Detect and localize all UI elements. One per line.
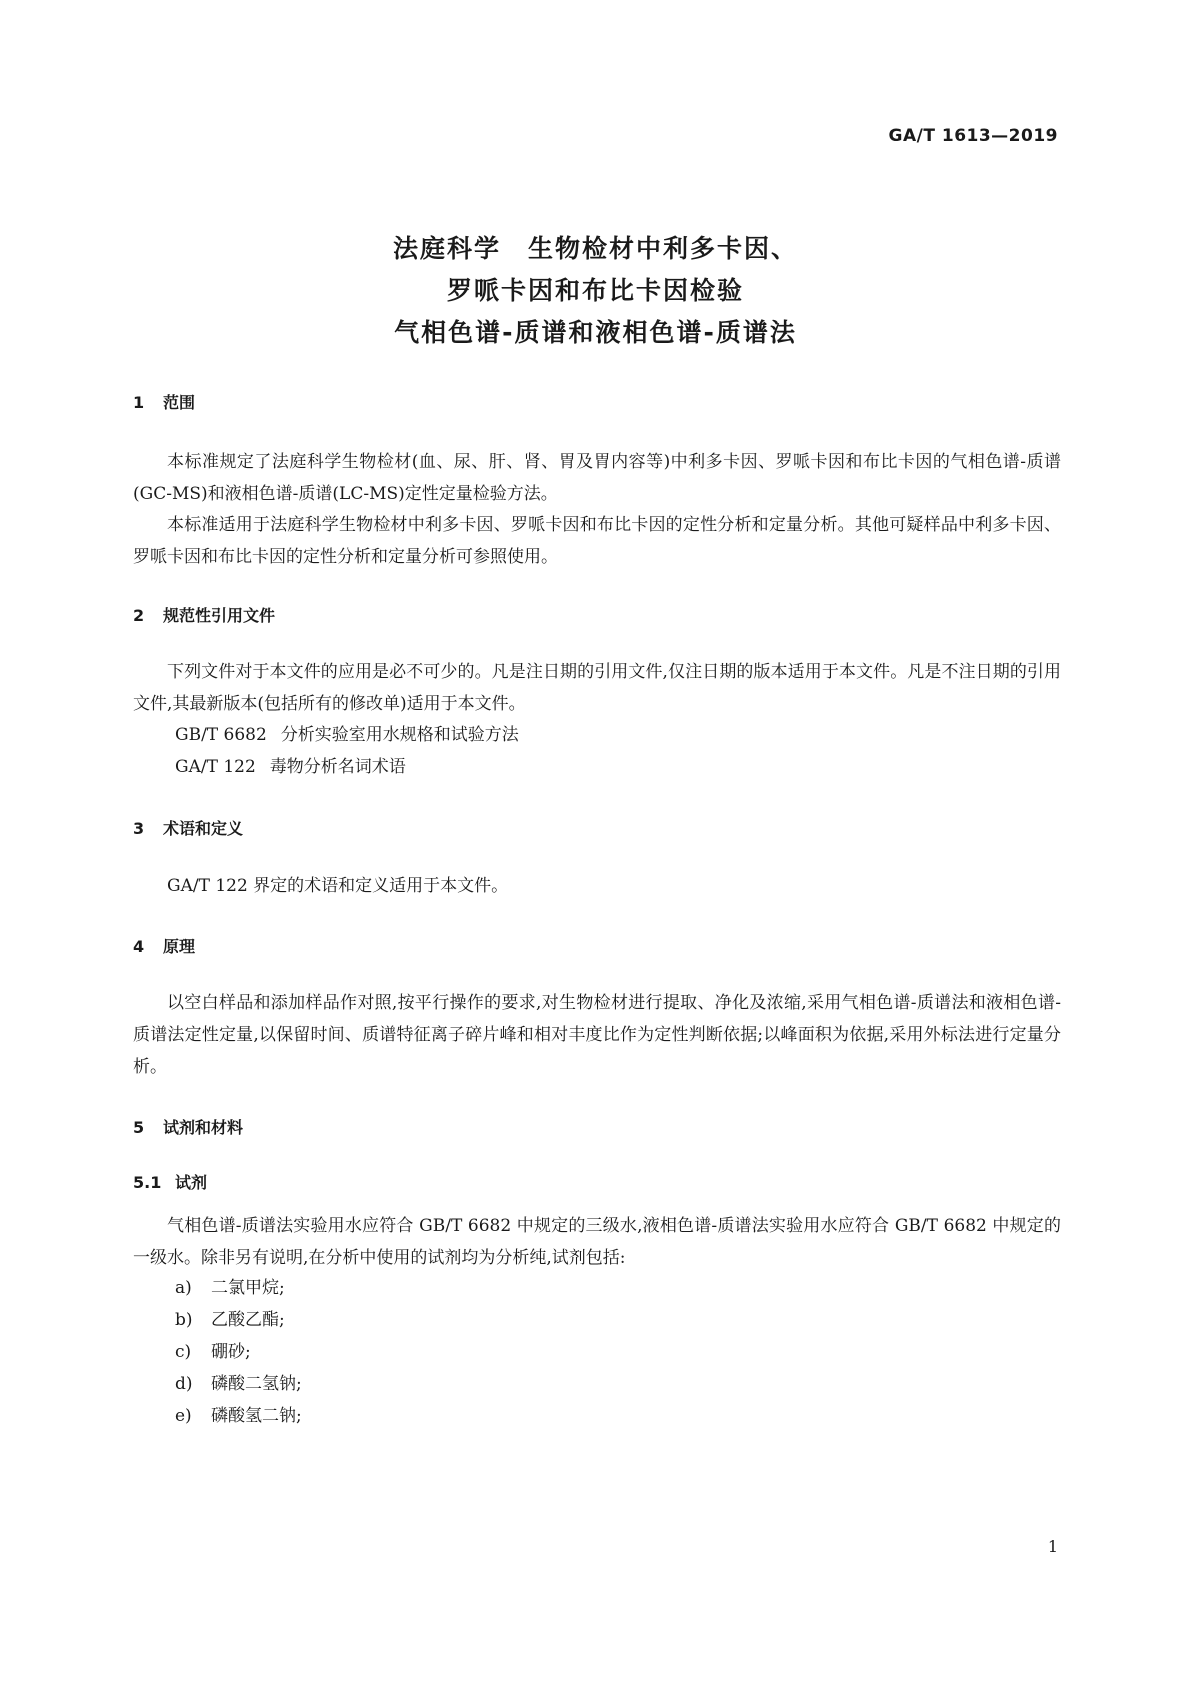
list-item	[175, 1400, 302, 1432]
list-text: 磷酸氢二钠;	[211, 1406, 302, 1426]
section-title: 原理	[163, 937, 196, 956]
section-number: 4	[133, 937, 145, 956]
standard-code: GA/T 1613—2019	[888, 126, 1058, 146]
list-marker: e)	[175, 1406, 192, 1426]
title-line-1: 法庭科学 生物检材中利多卡因、	[392, 234, 798, 263]
list-text: 乙酸乙酯;	[211, 1310, 285, 1330]
section-5-1-paragraph-1: 气相色谱-质谱法实验用水应符合 GB/T 6682 中规定的三级水,液相色谱-质谱法实验用水应符合 GB/T 6682 中规定的一级水。除非另有说明,在分析中使用的试剂均为分析纯,试剂包括:	[133, 1216, 1061, 1268]
list-item	[175, 1304, 285, 1336]
list-text: 磷酸二氢钠;	[211, 1374, 302, 1394]
page-number: 1	[1047, 1537, 1058, 1556]
section-3-heading	[133, 816, 243, 839]
list-item	[175, 1368, 302, 1400]
section-5-heading	[133, 1115, 243, 1138]
reference-code: GA/T 122	[175, 757, 256, 777]
section-4-heading	[133, 934, 195, 957]
section-number: 5.1	[133, 1173, 162, 1192]
section-2-heading	[133, 603, 275, 626]
section-5-1-heading	[133, 1170, 207, 1193]
section-number: 2	[133, 606, 145, 625]
list-marker: c)	[175, 1342, 192, 1362]
section-title: 术语和定义	[163, 819, 244, 838]
section-number: 5	[133, 1118, 145, 1137]
document-title	[0, 228, 1191, 354]
section-title: 试剂	[175, 1173, 208, 1192]
section-2-paragraph-1: 下列文件对于本文件的应用是必不可少的。凡是注日期的引用文件,仅注日期的版本适用于本文件。凡是不注日期的引用文件,其最新版本(包括所有的修改单)适用于本文件。	[133, 662, 1061, 714]
list-marker: a)	[175, 1278, 192, 1298]
list-marker: d)	[175, 1374, 193, 1394]
title-line-3: 气相色谱-质谱和液相色谱-质谱法	[394, 318, 797, 347]
section-3-paragraph-1: GA/T 122 界定的术语和定义适用于本文件。	[167, 876, 509, 896]
section-4-paragraph-1: 以空白样品和添加样品作对照,按平行操作的要求,对生物检材进行提取、净化及浓缩,采用气相色谱-质谱法和液相色谱-质谱法定性定量,以保留时间、质谱特征离子碎片峰和相对丰度比作为定性判断依据;以峰面积为依据,采用外标法进行定量分析。	[133, 993, 1061, 1077]
list-text: 硼砂;	[211, 1342, 251, 1362]
title-line-2: 罗哌卡因和布比卡因检验	[446, 276, 744, 305]
section-1-paragraph-2: 本标准适用于法庭科学生物检材中利多卡因、罗哌卡因和布比卡因的定性分析和定量分析。其他可疑样品中利多卡因、罗哌卡因和布比卡因的定性分析和定量分析可参照使用。	[133, 515, 1061, 567]
list-text: 二氯甲烷;	[211, 1278, 285, 1298]
reference-title: 毒物分析名词术语	[269, 757, 406, 777]
section-number: 3	[133, 819, 145, 838]
list-item	[175, 1272, 285, 1304]
section-1-heading	[133, 390, 195, 413]
reference-title: 分析实验室用水规格和试验方法	[280, 725, 519, 745]
list-item	[175, 1336, 251, 1368]
section-1-paragraph-1: 本标准规定了法庭科学生物检材(血、尿、肝、肾、胃及胃内容等)中利多卡因、罗哌卡因和布比卡因的气相色谱-质谱(GC-MS)和液相色谱-质谱(LC-MS)定性定量检验方法。	[133, 452, 1061, 504]
section-title: 试剂和材料	[163, 1118, 244, 1137]
section-number: 1	[133, 393, 145, 412]
section-title: 范围	[163, 393, 196, 412]
reference-code: GB/T 6682	[175, 725, 267, 745]
section-title: 规范性引用文件	[163, 606, 276, 625]
list-marker: b)	[175, 1310, 193, 1330]
normative-reference	[175, 719, 519, 751]
normative-reference	[175, 751, 406, 783]
